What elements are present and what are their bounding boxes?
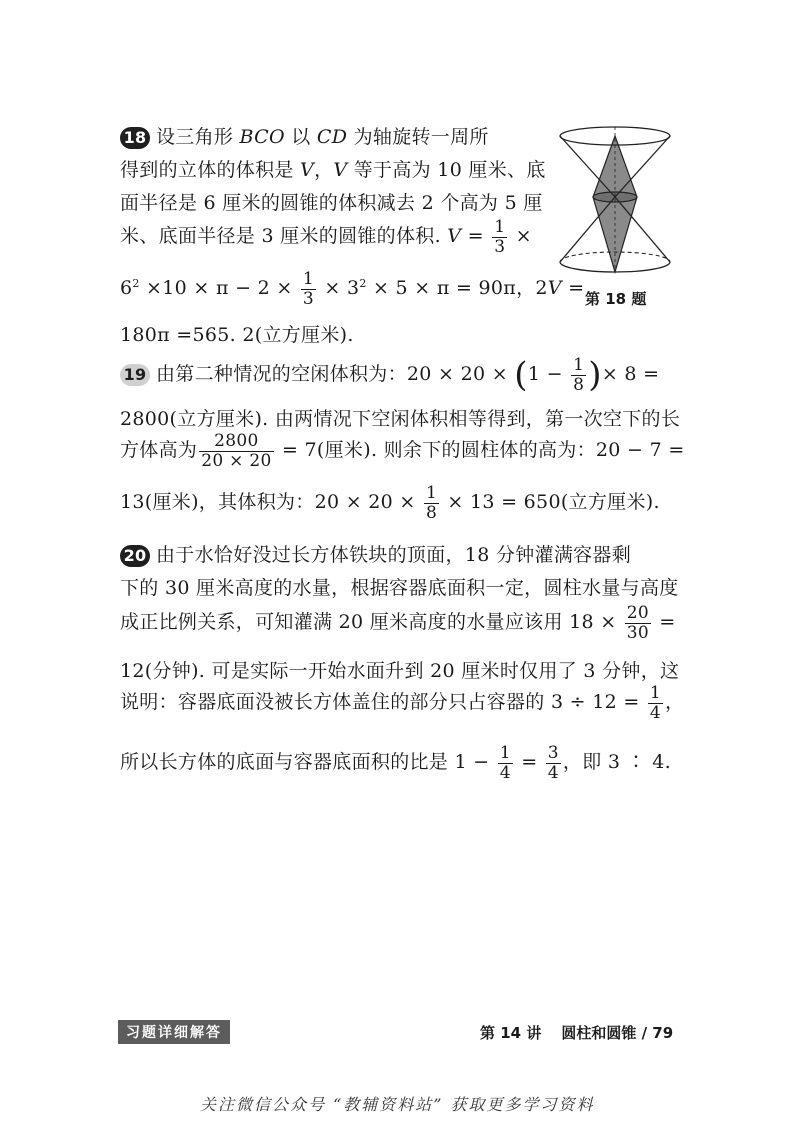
problem-number-badge: 18 (120, 127, 150, 149)
section-label: 习题详细解答 (118, 1020, 230, 1044)
fraction: $\frac{3}{4}$ (547, 743, 559, 783)
fraction: $\frac{2800}{20 \times 20}$ (201, 431, 272, 471)
page: 18 设三角形 BCO 以 CD 为轴旋转一周所 得到的立体的体积是 V，V 等于高为 10 厘米、底 面半径是 6 厘米的圆锥的体积减去 2 个高为 5 厘 米、底面半径是 3 厘米的圆锥的体积. V = $\frac{1}{3}$ × $6^2 \times 10 \times \pi - 2$ × $\frac{1}{3}$ × $3^2 \times 5 \times \pi = 90\pi$，2V = 180π =565. 2(立方厘米). 第 18 题 19 由第二种情况的空闲体积为：20 × 20 × (1 − $\frac{1}{8}$ )× 8 = 2800(立方厘米). 由两情况下空闲体积相等得到，第一次空下的长 方体高为 $\frac{2800}{20 \times 20}$ = 7(厘米). 则余下的圆柱体的高为：20 − 7 = 13(厘米)，其体积为：20 × 20 × $\frac{1}{8}$ × 13 = 650(立方厘米). 20 由于水恰好没过长方体铁块的顶面，18 分钟灌满容器剩 下的 30 厘米高度的水量，根据容器底面积一定，圆柱水量与高度 成正比例关系，可知灌满 20 厘米高度的水量应该用 18 × $\frac{20}{30}$ = 12(分钟). 可是实际一开始水面升到 20 厘米时仅用了 3 分钟，这 说明：容器底面没被长方体盖住的部分只占容器的 3 ÷ 12 = $\frac{1}{4}$ ， 所以长方体的底面与容器底面积的比是 1 − $\frac{1}{4}$ = $\frac{3}{4}$ ，即 3 ∶ 4. 习题详细解答 第 14 讲 圆柱和圆锥 / 79 关注微信公众号 “教辅资料站” 获取更多学习资料 (0, 0, 800, 1122)
fraction: $\frac{20}{30}$ (626, 603, 650, 643)
fraction: $\frac{1}{8}$ (573, 355, 585, 395)
fraction: $\frac{1}{3}$ (302, 269, 315, 309)
lecture-number: 第 14 讲 (480, 1024, 542, 1042)
figure-caption: 第 18 题 (585, 290, 647, 308)
problem-number-badge: 20 (120, 545, 150, 567)
watermark-text: 关注微信公众号 “教辅资料站” 获取更多学习资料 (200, 1095, 595, 1114)
problem-number-badge: 19 (120, 364, 150, 386)
fraction: $\frac{1}{4}$ (649, 683, 662, 723)
double-cone-figure (555, 122, 680, 312)
fraction: $\frac{1}{3}$ (494, 217, 506, 257)
fraction: $\frac{1}{8}$ (425, 483, 438, 523)
fraction: $\frac{1}{4}$ (499, 743, 511, 783)
page-number: / 79 (641, 1024, 674, 1042)
page-footer (480, 1022, 673, 1043)
lecture-topic: 圆柱和圆锥 (561, 1024, 637, 1042)
